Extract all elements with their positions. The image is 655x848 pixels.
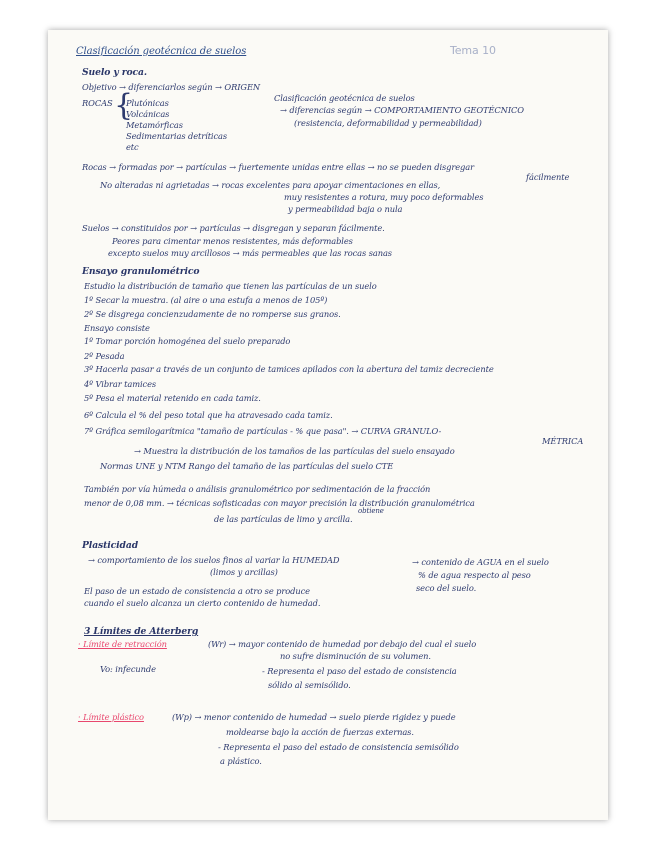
objetivo-line: Objetivo → diferenciarlos según → ORIGEN	[82, 82, 261, 92]
ensayo-line: menor de 0,08 mm. → técnicas sofisticadas con mayor precisión la distribución granulométrica	[84, 498, 475, 508]
ensayo-line: 1º Secar la muestra. (al aire o una estufa a menos de 105º)	[84, 295, 328, 305]
rocas-def-line: No alteradas ni agrietadas → rocas excelentes para apoyar cimentaciones en ellas,	[100, 180, 441, 190]
rocas-item: etc	[126, 142, 139, 152]
rocas-def-line: fácilmente	[526, 172, 570, 182]
diferencias-line: → diferencias según → COMPORTAMIENTO GEOTÉCNICO	[280, 105, 524, 115]
clasificacion-line: Clasificación geotécnica de suelos	[274, 93, 415, 103]
page-title: Clasificación geotécnica de suelos	[76, 46, 247, 57]
atterberg-line: no sufre disminución de su volumen.	[280, 651, 431, 661]
atterberg-line: (Wr) → mayor contenido de humedad por debajo del cual el suelo	[208, 639, 477, 649]
resistencia-line: (resistencia, deformabilidad y permeabilidad)	[294, 118, 482, 128]
atterberg-line: Vo: infecunde	[100, 664, 156, 674]
plasticidad-line: → contenido de AGUA en el suelo	[412, 557, 549, 567]
ensayo-line: de las partículas de limo y arcilla.	[214, 514, 353, 524]
suelos-def-line: Peores para cimentar menos resistentes, más deformables	[112, 236, 353, 246]
ensayo-line: → Muestra la distribución de los tamaños de las partículas del suelo ensayado	[134, 446, 455, 456]
suelos-def-line: Suelos → constituidos por → partículas → disgregan y separan fácilmente.	[82, 223, 385, 233]
heading-suelo-roca: Suelo y roca.	[82, 67, 147, 78]
ensayo-line: 2º Pesada	[84, 351, 125, 361]
plasticidad-line: → comportamiento de los suelos finos al variar la HUMEDAD	[88, 555, 340, 565]
ensayo-line: Estudio la distribución de tamaño que tienen las partículas de un suelo	[84, 281, 377, 291]
notebook-page	[48, 30, 608, 820]
atterberg-line: a plástico.	[220, 756, 262, 766]
ensayo-line: MÉTRICA	[542, 436, 584, 446]
ensayo-line: 2º Se disgrega concienzudamente de no romperse sus granos.	[84, 309, 341, 319]
rocas-def-line: y permeabilidad baja o nula	[288, 204, 403, 214]
plasticidad-line: El paso de un estado de consistencia a otro se produce	[84, 586, 310, 596]
rocas-label: ROCAS	[82, 98, 113, 108]
ensayo-line: obtiene	[358, 507, 384, 515]
ensayo-line: Ensayo consiste	[84, 323, 150, 333]
ensayo-line: 6º Calcula el % del peso total que ha atravesado cada tamiz.	[84, 410, 333, 420]
ensayo-line: 1º Tomar porción homogénea del suelo preparado	[84, 336, 291, 346]
heading-ensayo: Ensayo granulométrico	[82, 266, 200, 277]
rocas-brace: {	[114, 88, 133, 123]
rocas-def-line: muy resistentes a rotura, muy poco deformables	[284, 192, 484, 202]
topic-number: Tema 10	[450, 44, 496, 57]
ensayo-line: Normas UNE y NTM Rango del tamaño de las partículas del suelo CTE	[100, 461, 394, 471]
ensayo-line: También por vía húmeda o análisis granulométrico por sedimentación de la fracción	[84, 484, 431, 494]
limite-plastico-label: · Límite plástico	[78, 712, 144, 722]
rocas-item: Volcánicas	[126, 109, 170, 119]
atterberg-line: - Representa el paso del estado de consistencia	[262, 666, 457, 676]
ensayo-line: 5º Pesa el material retenido en cada tamiz.	[84, 393, 261, 403]
ensayo-line: 4º Vibrar tamices	[84, 379, 157, 389]
heading-plasticidad: Plasticidad	[82, 540, 139, 551]
rocas-item: Plutónicas	[126, 98, 169, 108]
limite-retraccion-label: · Límite de retracción	[78, 639, 167, 649]
plasticidad-line: (limos y arcillas)	[210, 567, 278, 577]
ensayo-line: 7º Gráfica semilogarítmica "tamaño de partículas - % que pasa". → CURVA GRANULO-	[84, 426, 442, 436]
plasticidad-line: seco del suelo.	[416, 583, 477, 593]
rocas-item: Sedimentarias detríticas	[126, 131, 228, 141]
suelos-def-line: excepto suelos muy arcillosos → más permeables que las rocas sanas	[108, 248, 392, 258]
plasticidad-line: cuando el suelo alcanza un cierto contenido de humedad.	[84, 598, 321, 608]
atterberg-line: moldearse bajo la acción de fuerzas externas.	[226, 727, 414, 737]
rocas-def-line: Rocas → formadas por → partículas → fuertemente unidas entre ellas → no se pueden disgregar	[82, 162, 474, 172]
plasticidad-line: % de agua respecto al peso	[418, 570, 531, 580]
rocas-item: Metamórficas	[126, 120, 183, 130]
ensayo-line: 3º Hacerla pasar a través de un conjunto de tamices apilados con la abertura del tamiz decreciente	[84, 364, 494, 374]
atterberg-line: (Wp) → menor contenido de humedad → suelo pierde rigidez y puede	[172, 712, 456, 722]
heading-atterberg: 3 Límites de Atterberg	[84, 626, 199, 637]
atterberg-line: sólido al semisólido.	[268, 680, 351, 690]
atterberg-line: - Representa el paso del estado de consistencia semisólido	[218, 742, 459, 752]
